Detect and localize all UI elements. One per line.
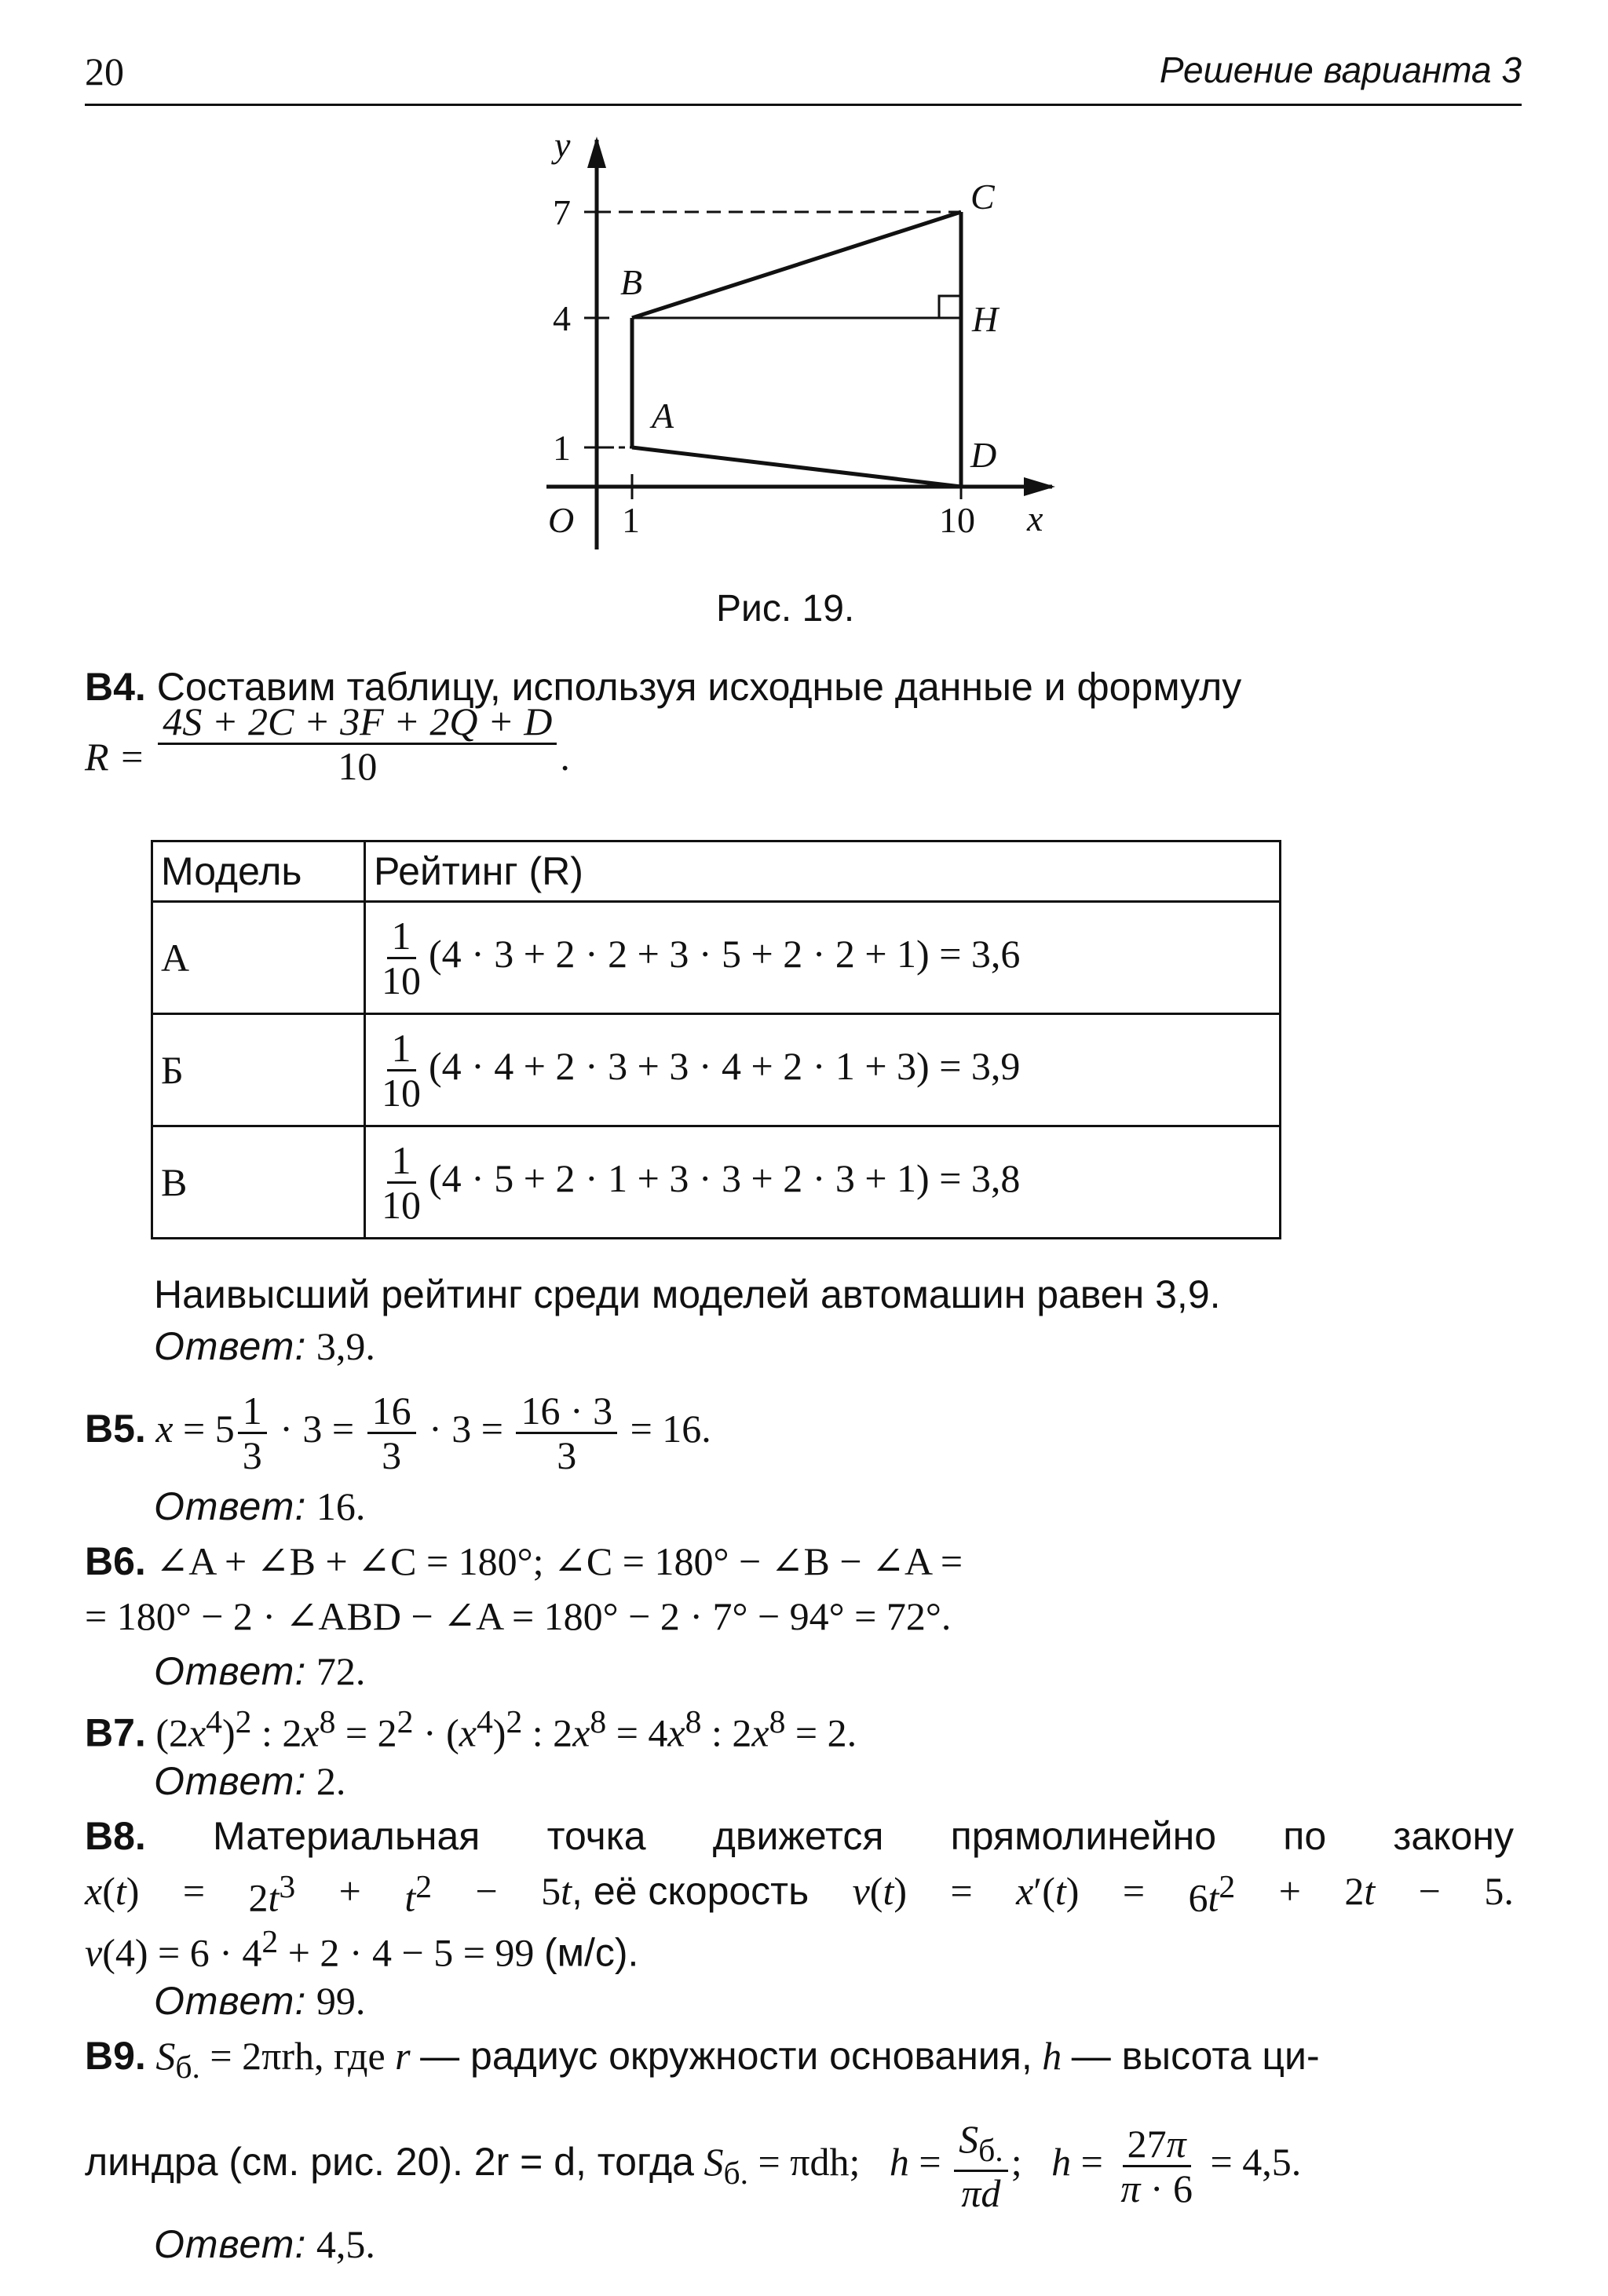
- table-header-row: [152, 841, 1281, 902]
- x-axis-label: x: [1027, 498, 1043, 538]
- figure-caption: Рис. 19.: [716, 588, 855, 630]
- b6-label: B6.: [85, 1539, 146, 1583]
- answer-value: 3,9.: [316, 1324, 375, 1368]
- table-cell-rating: $\frac{1}{10}$ (4 · 3 + 2 · 2 + 3 · 5 + 2 · 2 + 1) = 3,6: [365, 902, 1281, 1014]
- answer-label: Ответ:: [154, 1979, 307, 2023]
- tick-y-4: 4: [553, 298, 571, 338]
- point-b-label: B: [620, 262, 643, 302]
- answer-label: Ответ:: [154, 1759, 307, 1803]
- b4-answer: [154, 1323, 375, 1369]
- tick-y-1: 1: [553, 428, 571, 468]
- answer-label: Ответ:: [154, 1649, 307, 1693]
- table-row: [152, 1126, 1281, 1239]
- segment-ad: [632, 447, 961, 487]
- table-cell-model: А: [152, 902, 365, 1014]
- b5-label: B5.: [85, 1406, 146, 1451]
- answer-value: 2.: [316, 1759, 346, 1803]
- answer-value: 99.: [316, 1979, 366, 2023]
- tick-x-10: 10: [939, 500, 975, 540]
- b4-intro: Составим таблицу, используя исходные данные и формулу: [156, 665, 1242, 709]
- b8-line2: x(t) = $2t^3$ + $t^2$ − 5t, её скорость v(t) = x′(t) = $6t^2$ + 2t − 5.: [85, 1869, 1514, 1920]
- answer-value: 72.: [316, 1649, 366, 1693]
- table-header-rating: Рейтинг (R): [365, 841, 1281, 902]
- answer-value: 16.: [316, 1484, 366, 1528]
- page-number: 20: [85, 49, 124, 93]
- y-axis-label: y: [554, 126, 571, 165]
- b4-formula: R = $\frac{4S + 2C + 3F + 2Q + D}{10}$ .: [85, 699, 570, 789]
- table-header-model: Модель: [152, 841, 365, 902]
- b9-line2: линдра (см. рис. 20). 2r = d, тогда $S_{б.} = \pi dh$; h = $\frac{S_{б.}}{\pi d}$ ; h = $\frac{27\pi}{\pi \cdot 6}$ = 4,5.: [85, 2117, 1302, 2215]
- b9-line1: B9. $S_{б.} = 2\pi rh$, где r — радиус окружности основания, h — высота ци-: [85, 2034, 1320, 2086]
- b8-line3: $v(4) = 6 \cdot 4^2 + 2 \cdot 4 - 5 = 99$ (м/с).: [85, 1924, 639, 1975]
- b5-equation: B5. x = 5 $\frac{1}{3}$ · 3 = $\frac{16}{3}$ · 3 = $\frac{16 \cdot 3}{3}$ = 16.: [85, 1389, 711, 1477]
- b9-answer: [154, 2221, 375, 2267]
- b8-line1: B8. Материальная точка движется прямолинейно по закону: [85, 1814, 1514, 1858]
- rating-table: [151, 840, 1281, 1239]
- table-cell-model: В: [152, 1126, 365, 1239]
- table-row: [152, 902, 1281, 1014]
- b4-formula-numerator: 4S + 2C + 3F + 2Q + D: [158, 702, 557, 745]
- point-a-label: A: [652, 396, 674, 436]
- tick-x-1: 1: [622, 500, 640, 540]
- b6-answer: [154, 1648, 365, 1694]
- b4-formula-lhs: R =: [85, 735, 145, 779]
- answer-value: 4,5.: [316, 2222, 375, 2266]
- figure-19-diagram: [502, 126, 1099, 565]
- b9-label: B9.: [85, 2034, 146, 2078]
- point-c-label: C: [970, 177, 995, 217]
- b5-answer: [154, 1484, 365, 1529]
- b4-conclusion: Наивысший рейтинг среди моделей автомашин равен 3,9.: [154, 1272, 1221, 1316]
- running-head: Решение варианта 3: [1159, 49, 1522, 90]
- answer-label: Ответ:: [154, 1484, 307, 1528]
- b4-formula-denominator: 10: [338, 744, 378, 789]
- b7-label: B7.: [85, 1710, 146, 1755]
- point-h-label: H: [972, 299, 999, 339]
- table-row: [152, 1014, 1281, 1126]
- answer-label: Ответ:: [154, 2222, 307, 2266]
- right-angle-marker: [939, 296, 961, 318]
- b4-formula-fraction: [158, 699, 557, 789]
- point-d-label: D: [970, 435, 997, 475]
- b8-answer: [154, 1978, 365, 2024]
- header-rule: [85, 104, 1522, 106]
- segment-bc: [632, 212, 961, 318]
- b7-answer: [154, 1758, 345, 1804]
- table-cell-rating: $\frac{1}{10}$ (4 · 5 + 2 · 1 + 3 · 3 + 2 · 3 + 1) = 3,8: [365, 1126, 1281, 1239]
- tick-y-7: 7: [553, 192, 571, 232]
- b8-label: B8.: [85, 1814, 146, 1858]
- origin-label: O: [548, 500, 575, 540]
- b6-line1: B6. ∠A + ∠B + ∠C = 180°; ∠C = 180° − ∠B − ∠A =: [85, 1539, 963, 1583]
- table-cell-model: Б: [152, 1014, 365, 1126]
- b4-label: B4.: [85, 665, 146, 709]
- b7-equation: B7. $(2x^4)^2$ : $2x^8 = 2^2 \cdot (x^4)^2$ : $2x^8 = 4x^8$ : $2x^8 = 2$.: [85, 1704, 857, 1755]
- b6-line2: = 180° − 2 · ∠ABD − ∠A = 180° − 2 · 7° − 94° = 72°.: [85, 1594, 952, 1638]
- table-cell-rating: $\frac{1}{10}$ (4 · 4 + 2 · 3 + 3 · 4 + 2 · 1 + 3) = 3,9: [365, 1014, 1281, 1126]
- answer-label: Ответ:: [154, 1324, 307, 1368]
